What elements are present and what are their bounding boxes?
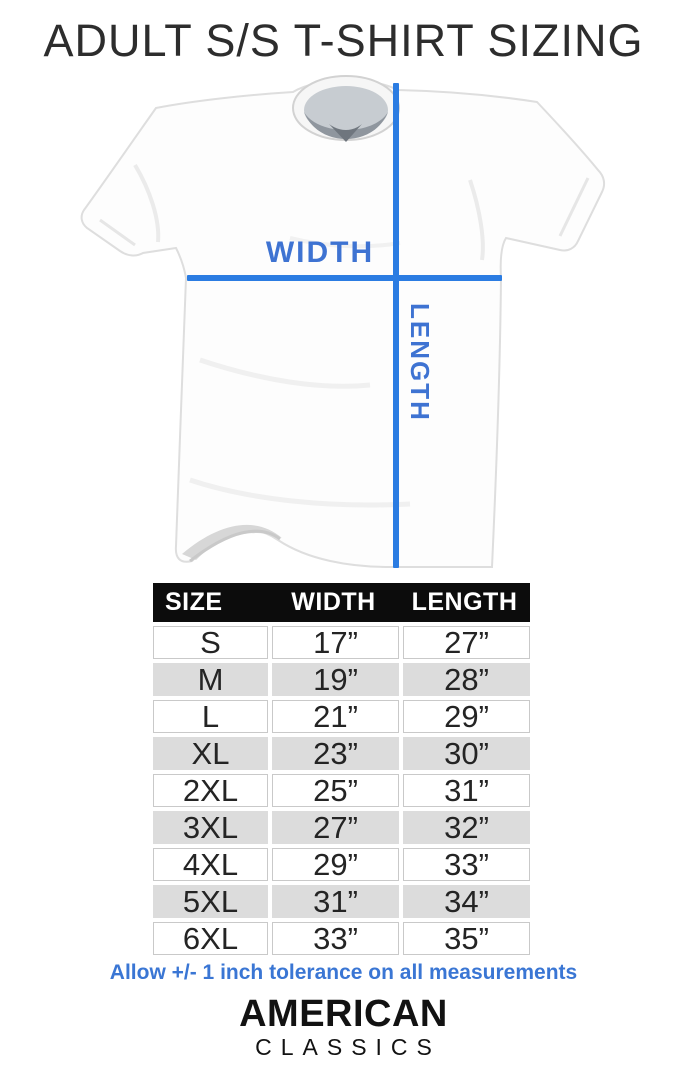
cell-5XL-length: 34” xyxy=(403,885,530,918)
cell-XL-length: 30” xyxy=(403,737,530,770)
cell-2XL-width: 25” xyxy=(272,774,399,807)
cell-XL-size: XL xyxy=(153,737,268,770)
cell-M-width: 19” xyxy=(272,663,399,696)
size-table-header xyxy=(153,583,530,622)
cell-2XL-size: 2XL xyxy=(153,774,268,807)
cell-S-width: 17” xyxy=(272,626,399,659)
cell-M-length: 28” xyxy=(403,663,530,696)
cell-4XL-width: 29” xyxy=(272,848,399,881)
cell-L-width: 21” xyxy=(272,700,399,733)
tshirt-photo xyxy=(40,60,650,590)
cell-5XL-width: 31” xyxy=(272,885,399,918)
cell-XL-width: 23” xyxy=(272,737,399,770)
cell-4XL-size: 4XL xyxy=(153,848,268,881)
width-measure-line xyxy=(187,275,502,281)
tolerance-note: Allow +/- 1 inch tolerance on all measurements xyxy=(109,961,578,984)
column-header-size: SIZE xyxy=(165,588,223,616)
page-title: ADULT S/S T-SHIRT SIZING xyxy=(43,15,644,66)
cell-3XL-width: 27” xyxy=(272,811,399,844)
cell-S-length: 27” xyxy=(403,626,530,659)
cell-3XL-size: 3XL xyxy=(153,811,268,844)
size-chart-table xyxy=(153,583,530,955)
cell-3XL-length: 32” xyxy=(403,811,530,844)
cell-5XL-size: 5XL xyxy=(153,885,268,918)
cell-M-size: M xyxy=(153,663,268,696)
brand-name: AMERICAN xyxy=(239,993,448,1035)
brand-subname: CLASSICS xyxy=(255,1034,441,1060)
cell-6XL-size: 6XL xyxy=(153,922,268,955)
column-header-width: WIDTH xyxy=(291,588,376,616)
length-measure-line xyxy=(393,83,399,568)
cell-2XL-length: 31” xyxy=(403,774,530,807)
cell-L-size: L xyxy=(153,700,268,733)
cell-4XL-length: 33” xyxy=(403,848,530,881)
size-table-body xyxy=(153,626,530,955)
cell-6XL-width: 33” xyxy=(272,922,399,955)
cell-L-length: 29” xyxy=(403,700,530,733)
tshirt-body xyxy=(82,80,604,567)
column-header-length: LENGTH xyxy=(411,588,518,616)
width-measure-label: WIDTH xyxy=(265,236,375,269)
cell-6XL-length: 35” xyxy=(403,922,530,955)
length-measure-label: LENGTH xyxy=(405,303,435,422)
tshirt-measurement-diagram xyxy=(40,60,650,590)
cell-S-size: S xyxy=(153,626,268,659)
brand-logo xyxy=(0,995,687,1059)
